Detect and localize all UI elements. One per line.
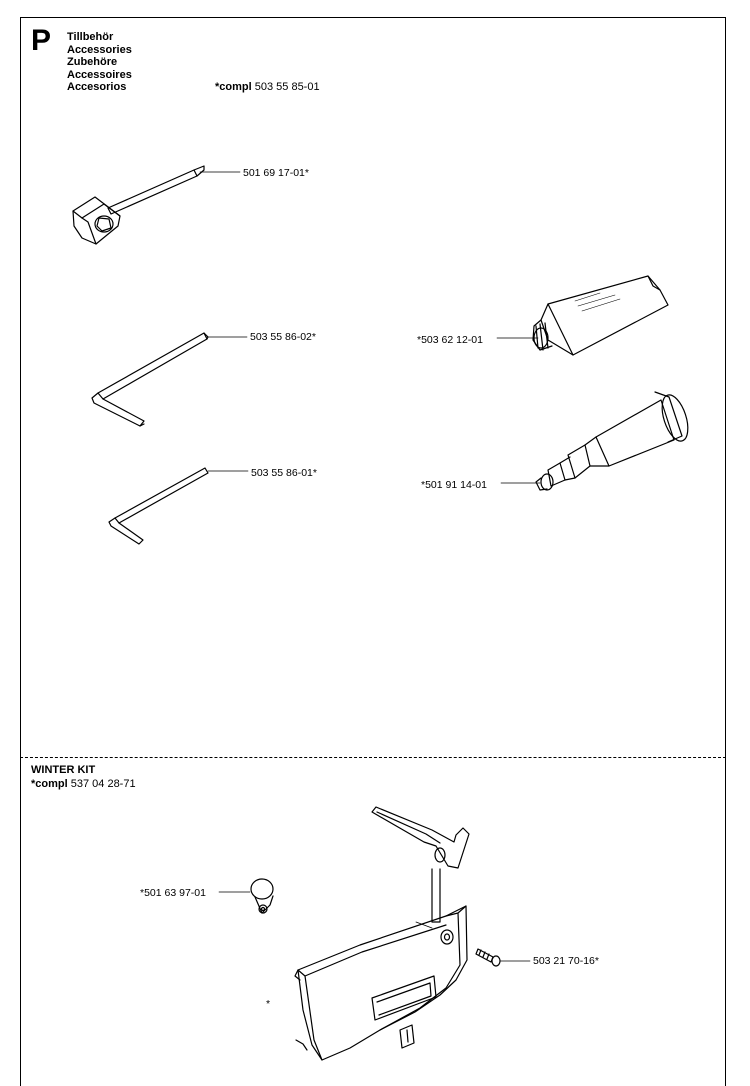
title-english: Accessories <box>67 43 132 56</box>
title-swedish: Tillbehör <box>67 31 114 43</box>
title-french: Accessoires <box>67 68 132 81</box>
small-hex-key-icon <box>109 468 208 544</box>
grease-tube-icon <box>533 276 668 355</box>
title-german: Zubehöre <box>67 56 118 68</box>
screw-icon <box>476 949 500 966</box>
winter-kit-title: WINTER KIT <box>31 764 96 776</box>
label-plug-cap: *501 63 97-01 <box>140 887 206 899</box>
label-grease-tube: *503 62 12-01 <box>417 334 483 346</box>
combination-wrench-icon <box>73 166 204 244</box>
label-combination-wrench: 501 69 17-01* <box>243 167 309 179</box>
title-spanish: Accesorios <box>67 81 127 93</box>
winter-compl-number: 537 04 28-71 <box>70 778 136 790</box>
compl-number: 503 55 85-01 <box>254 81 320 93</box>
label-small-hex-key: 503 55 86-01* <box>251 467 317 479</box>
grease-gun-icon <box>536 392 693 490</box>
leader-lines <box>200 172 540 961</box>
label-screw: 503 21 70-16* <box>533 955 599 967</box>
winter-cover-icon <box>295 807 469 1060</box>
section-letter: P <box>31 24 52 57</box>
compl-prefix: *compl <box>215 81 252 93</box>
label-large-hex-key: 503 55 86-02* <box>250 331 316 343</box>
label-winter-cover: * <box>266 998 271 1010</box>
large-hex-key-icon <box>92 333 208 426</box>
plug-cap-icon <box>251 879 273 913</box>
label-grease-gun: *501 91 14-01 <box>421 479 487 491</box>
winter-compl-prefix: *compl <box>31 778 68 790</box>
